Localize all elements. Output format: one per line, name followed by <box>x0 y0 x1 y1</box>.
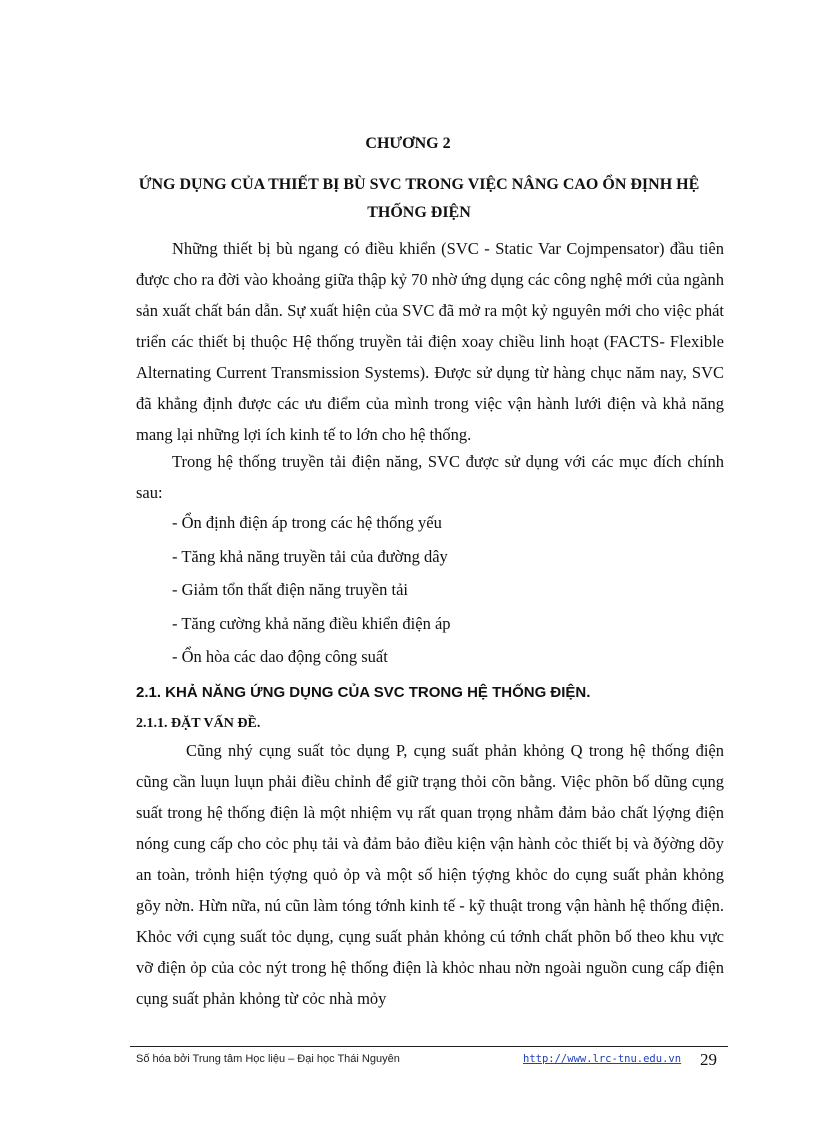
section-paragraph <box>136 735 724 1014</box>
intro-paragraph-2 <box>136 446 724 508</box>
purpose-list <box>136 506 724 674</box>
footer-divider <box>130 1046 728 1047</box>
paragraph: Những thiết bị bù ngang có điều khiển (SVC - Static Var Cojmpensator) đầu tiên được cho ra đời vào khoảng giữa thập kỷ 70 nhờ ứng dụng các công nghệ mới của ngành sản xuất chất bán dẫn. Sự xuất hiện của SVC đã mở ra một kỷ nguyên mới cho việc phát triển các thiết bị thuộc Hệ thống truyền tải điện xoay chiều linh hoạt (FACTS- Flexible Alternating Current Transmission Systems). Được sử dụng từ hàng chục năm nay, SVC đã khẳng định được các ưu điểm của mình trong việc vận hành lưới điện và khả năng mang lại những lợi ích kinh tế to lớn cho hệ thống. <box>136 239 724 444</box>
paragraph: Trong hệ thống truyền tải điện năng, SVC được sử dụng với các mục đích chính sau: <box>136 452 724 502</box>
list-item: - Ổn hòa các dao động công suất <box>172 647 388 666</box>
footer-url-link[interactable]: http://www.lrc-tnu.edu.vn <box>523 1053 682 1065</box>
intro-paragraph-1 <box>136 233 724 450</box>
subsection-heading: 2.1.1. ĐẶT VẤN ĐỀ. <box>136 716 261 731</box>
footer-source: Số hóa bởi Trung tâm Học liệu – Đại học Thái Nguyên <box>136 1053 400 1065</box>
section-heading: 2.1. KHẢ NĂNG ỨNG DỤNG CỦA SVC TRONG HỆ THỐNG ĐIỆN. <box>136 684 591 701</box>
list-item: - Ổn định điện áp trong các hệ thống yếu <box>172 513 442 532</box>
list-item: - Giảm tổn thất điện năng truyền tải <box>172 580 408 599</box>
paragraph: Cũng nhý cụng suất tỏc dụng P, cụng suất phản khỏng Q trong hệ thống điện cũng cần luụn luụn phải điều chỉnh để giữ trạng thỏi cõn bằng. Việc phõn bố dũng cụng suất trong hệ thống điện là một nhiệm vụ rất quan trọng nhằm đảm bảo chất lýợng điện nóng cung cấp cho cỏc phụ tải và đảm bảo điều kiện vận hành cỏc thiết bị và ðýờng dõy an toàn, trỏnh hiện týợng quỏ ỏp và một số hiện týợng khỏc do cụng suất phản khỏng gõy nờn. Hừn nữa, nú cũn làm tóng tớnh kinh tế - kỹ thuật trong vận hành hệ thống điện. Khỏc với cụng suất tỏc dụng, cụng suất phản khỏng cú tớnh chất phõn bố theo khu vực vỡ điện ỏp của cỏc nýt trong hệ thống điện là khỏc nhau nờn ngoài nguồn cung cấp điện cụng suất phản khỏng từ cỏc nhà mỏy <box>136 741 724 1008</box>
list-item: - Tăng cường khả năng điều khiển điện áp <box>172 613 451 633</box>
chapter-number: CHƯƠNG 2 <box>365 135 451 152</box>
chapter-title: ỨNG DỤNG CỦA THIẾT BỊ BÙ SVC TRONG VIỆC NÂNG CAO ỔN ĐỊNH HỆ THỐNG ĐIỆN <box>138 176 700 221</box>
list-item: - Tăng khả năng truyền tải của đường dây <box>172 546 448 566</box>
page-number: 29 <box>700 1050 717 1069</box>
